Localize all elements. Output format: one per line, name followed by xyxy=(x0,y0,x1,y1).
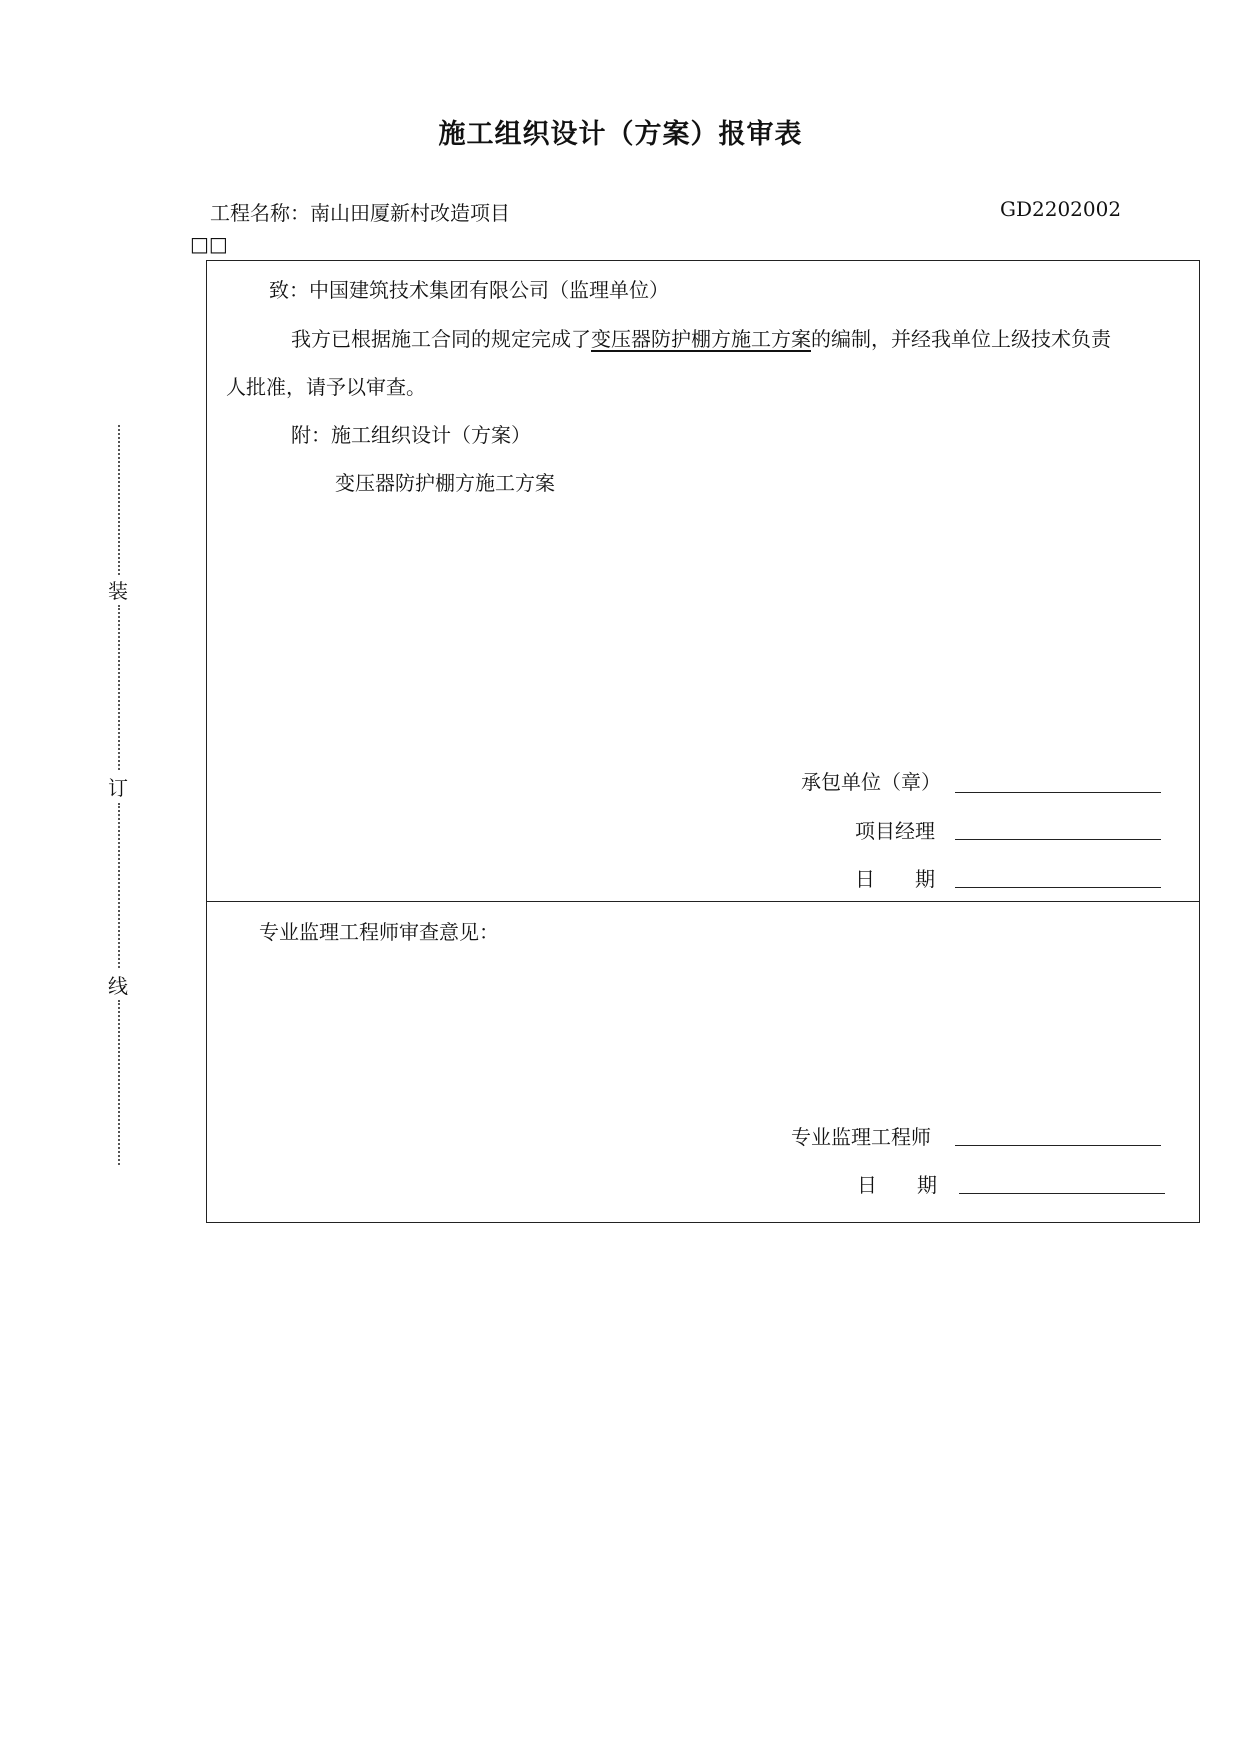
body-paragraph-line2: 人批准，请予以审查。 xyxy=(226,375,426,399)
supervisor-date-signature-line[interactable] xyxy=(959,1193,1165,1194)
body-suffix: 的编制，并经我单位上级技术负责 xyxy=(811,327,1111,351)
form-title: 施工组织设计（方案）报审表 xyxy=(438,119,803,150)
body-prefix: 我方已根据施工合同的规定完成了 xyxy=(291,327,591,351)
binding-char-ding: 订 xyxy=(108,776,128,800)
body-paragraph-line1 xyxy=(291,323,1111,352)
contractor-signature-line[interactable] xyxy=(955,792,1161,793)
section-divider xyxy=(207,901,1199,902)
binding-char-zhuang: 装 xyxy=(108,579,128,603)
approval-form-table xyxy=(206,260,1200,1223)
document-code: GD2202002 xyxy=(1000,197,1122,221)
plan-name-underlined: 变压器防护棚方施工方案 xyxy=(591,327,811,351)
supervisor-engineer-label: 专业监理工程师 xyxy=(791,1125,931,1149)
binding-char-xian: 线 xyxy=(108,974,128,998)
binding-dotted-line xyxy=(118,1000,120,1165)
binding-dotted-line xyxy=(118,803,120,968)
addressee: 致：中国建筑技术集团有限公司（监理单位） xyxy=(269,278,669,302)
project-manager-label: 项目经理 xyxy=(855,819,935,843)
supervisor-engineer-signature-line[interactable] xyxy=(955,1145,1161,1146)
supervisor-opinion-label: 专业监理工程师审查意见： xyxy=(259,920,499,944)
project-manager-signature-line[interactable] xyxy=(955,839,1161,840)
supervisor-date-label: 日 期 xyxy=(857,1173,937,1197)
date-signature-line[interactable] xyxy=(955,887,1161,888)
contractor-seal-label: 承包单位（章） xyxy=(801,770,941,794)
checkbox-marks: □□ xyxy=(190,232,228,256)
project-name: 工程名称：南山田厦新村改造项目 xyxy=(210,201,510,225)
attachment-name: 变压器防护棚方施工方案 xyxy=(335,471,555,495)
attachment-label: 附：施工组织设计（方案） xyxy=(291,423,531,447)
binding-dotted-line xyxy=(118,425,120,575)
date-label: 日 期 xyxy=(855,867,935,891)
binding-dotted-line xyxy=(118,605,120,770)
